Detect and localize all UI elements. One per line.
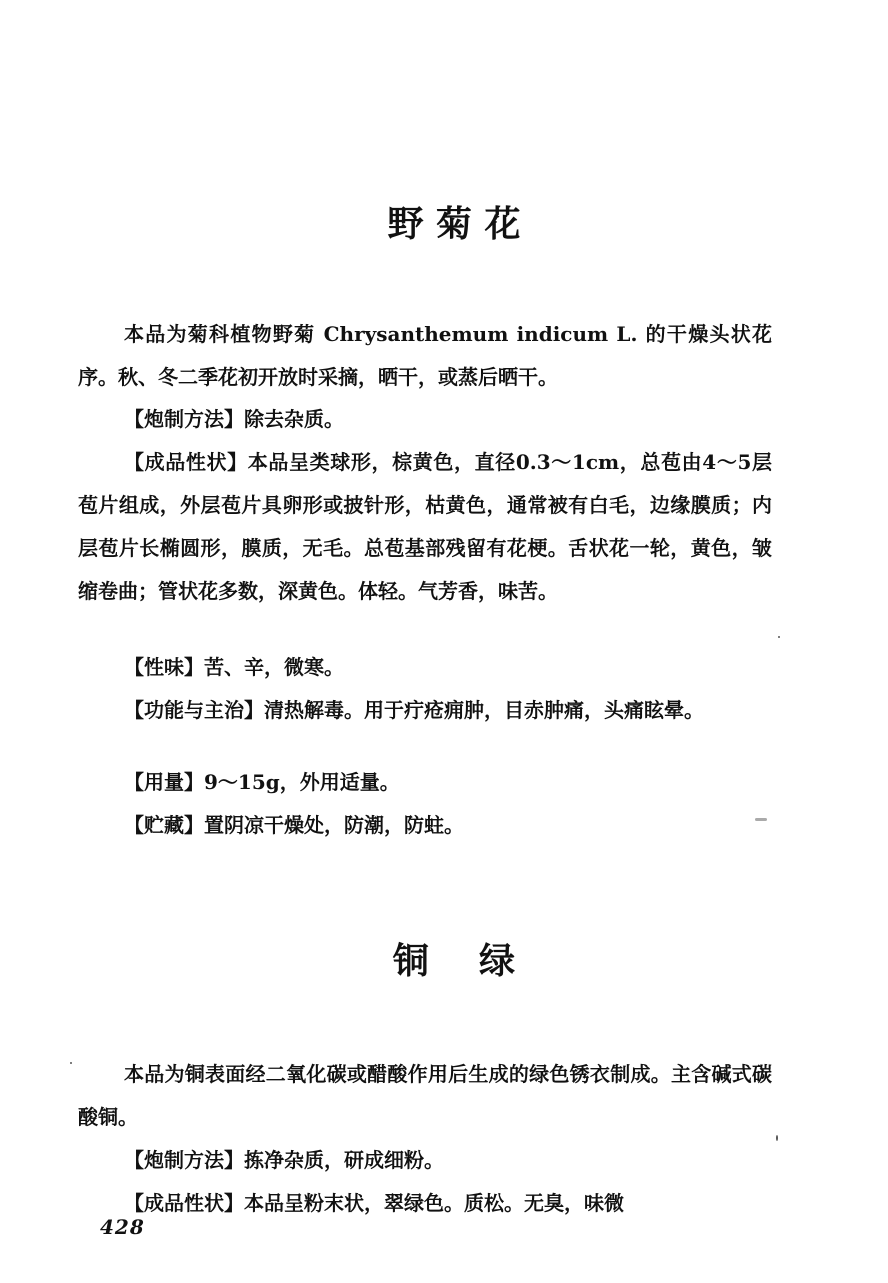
dosage-text: 9～15g，外用适量。 bbox=[204, 770, 400, 794]
scan-speck bbox=[778, 636, 780, 638]
processing-label: 【炮制方法】 bbox=[124, 1148, 244, 1172]
section-title-ye-ju-hua: 野 菊 花 bbox=[387, 203, 521, 245]
storage-text: 置阴凉干燥处，防潮，防蛀。 bbox=[204, 813, 464, 837]
processing-text: 拣净杂质，研成细粉。 bbox=[244, 1148, 444, 1172]
storage-label: 【贮藏】 bbox=[124, 813, 204, 837]
section2-intro: 本品为铜表面经二氧化碳或醋酸作用后生成的绿色锈衣制成。主含碱式碳酸铜。 bbox=[78, 1062, 772, 1129]
section1-function bbox=[78, 689, 772, 732]
scan-speck bbox=[755, 818, 767, 821]
section1-taste bbox=[78, 646, 772, 689]
section2-appearance bbox=[78, 1182, 772, 1225]
function-text: 清热解毒。用于疔疮痈肿，目赤肿痛，头痛眩晕。 bbox=[264, 698, 704, 722]
taste-text: 苦、辛，微寒。 bbox=[204, 655, 344, 679]
section-title-tong-lv: 铜 绿 bbox=[392, 940, 516, 982]
taste-label: 【性味】 bbox=[124, 655, 204, 679]
processing-label: 【炮制方法】 bbox=[124, 407, 244, 431]
appearance-label: 【成品性状】 bbox=[124, 1191, 244, 1215]
section1-storage bbox=[78, 804, 772, 847]
processing-text: 除去杂质。 bbox=[244, 407, 344, 431]
function-label: 【功能与主治】 bbox=[124, 698, 264, 722]
section1-intro: 本品为菊科植物野菊 Chrysanthemum indicum L. 的干燥头状花序。秋、冬二季花初开放时采摘，晒干，或蒸后晒干。 bbox=[78, 322, 772, 389]
appearance-label: 【成品性状】 bbox=[124, 450, 248, 474]
appearance-text: 本品呈类球形，棕黄色，直径0.3～1cm，总苞由4～5层苞片组成，外层苞片具卵形或披针形，枯黄色，通常被有白毛，边缘膜质；内层苞片长椭圆形，膜质，无毛。总苞基部残留有花梗。舌状花一轮，黄色，皱缩卷曲；管状花多数，深黄色。体轻。气芳香，味苦。 bbox=[78, 450, 772, 603]
section1-appearance bbox=[78, 441, 772, 613]
dosage-label: 【用量】 bbox=[124, 770, 204, 794]
section2-processing bbox=[78, 1139, 772, 1182]
scan-speck bbox=[70, 1062, 72, 1064]
section1-dosage bbox=[78, 761, 772, 804]
page-number: 428 bbox=[100, 1215, 145, 1239]
section1-processing bbox=[78, 398, 772, 441]
scan-speck bbox=[776, 1135, 778, 1141]
appearance-text: 本品呈粉末状，翠绿色。质松。无臭，味微 bbox=[244, 1191, 624, 1215]
